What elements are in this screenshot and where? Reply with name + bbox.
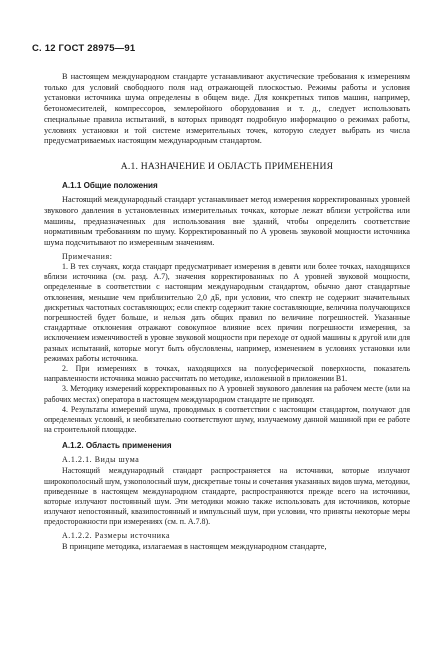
note-3: 3. Методику измерений корректированных по А уровней звукового давления на рабочем месте (или на рабочих местах) оператора в настоящем международном стандарте не приводят. [44,384,410,404]
note-2: 2. При измерениях в точках, находящихся на полусферической поверхности, показатель направленности источника можно рассчитать по методике, изложенной в приложении В1. [44,364,410,384]
notes-title: Примечания: [62,251,113,261]
subsection-a121-text: Настоящий международный стандарт распространяется на источники, которые излучают широкополосный шум, узкополосный шум, дискретные тоны и сочетания указанных видов шума, методики, приведенные в настоящем международном стандарте, распространяются прежде всего на источники, которые излучают постоянный шум. Эти методики можно также использовать для источников, которые излучают непостоянный, квазипостоянный и импульсный шум, при условии, что приняты некоторые меры предосторожности при измерениях (см. п. А.7.8). [44,466,410,527]
subsection-a122-title: А.1.2.2. Размеры источника [62,530,171,540]
section-title: А.1. НАЗНАЧЕНИЕ И ОБЛАСТЬ ПРИМЕНЕНИЯ [120,160,334,172]
subsection-a11-text: Настоящий международный стандарт устанавливает метод измерения корректированных уровней звукового давления в установленных измерительных точках, которые лежат вблизи устройства или машины, предназначенных для использования вне зданий, чтобы определить соответствие нормативным требованиям по шуму. Корректированный по А уровень звуковой мощности источника шума подсчитывают по измеренным значениям. [44,195,410,248]
intro-paragraph: В настоящем международном стандарте устанавливают акустические требования к измерениям только для условий свободного поля над отражающей плоскостью. Режимы работы и условия установки источника шума определены в общем виде. Для конкретных типов машин, например, бетономесителей, компрессоров, землеройного оборудования и т. д., следует использовать специальные правила испытаний, в которых приводят подробную информацию о режимах работы, условиях установки и той системе измерительных точек, которую следует выбрать из числа предусматриваемых настоящим международным стандартом. [44,72,410,146]
subsection-a121-title: А.1.2.1. Виды шума [62,455,140,465]
page-header: С. 12 ГОСТ 28975—91 [32,43,136,54]
subsection-a12-title: А.1.2. Область применения [62,440,172,450]
note-1: 1. В тех случаях, когда стандарт предусматривает измерения в девяти или более точках, находящихся вблизи источника (см. разд. А.7), значения корректированных по А уровней звуковой мощности, определенные в соответствии с настоящим международным стандартом, обычно дают стандартные отклонения, меньшие чем приблизительно 2,0 дБ, при условии, что спектр не содержит значительных дискретных частотных составляющих; если спектр содержит такие составляющие, величина получающихся погрешностей будет больше, и нельзя дать общих правил по величине погрешностей. Указанные стандартные отклонения отражают совокупное влияние всех причин погрешности измерения, за исключением изменчивостей в уровне звуковой мощности при переходе от одной машины к другой или для разных испытаний, которые могут быть обусловлены, например, изменением в условиях установки или режимах работы источника. [44,262,410,363]
subsection-a11-title: А.1.1 Общие положения [62,180,158,190]
subsection-a122-text: В принципе методика, излагаемая в настоящем международном стандарте, [62,541,327,551]
note-4: 4. Результаты измерений шума, проводимых в соответствии с настоящим стандартом, получают для определенных условий, и необязательно соответствуют шуму, излучаемому данной машиной при ее работе на строительной площадке. [44,404,410,435]
document-body [44,72,410,553]
